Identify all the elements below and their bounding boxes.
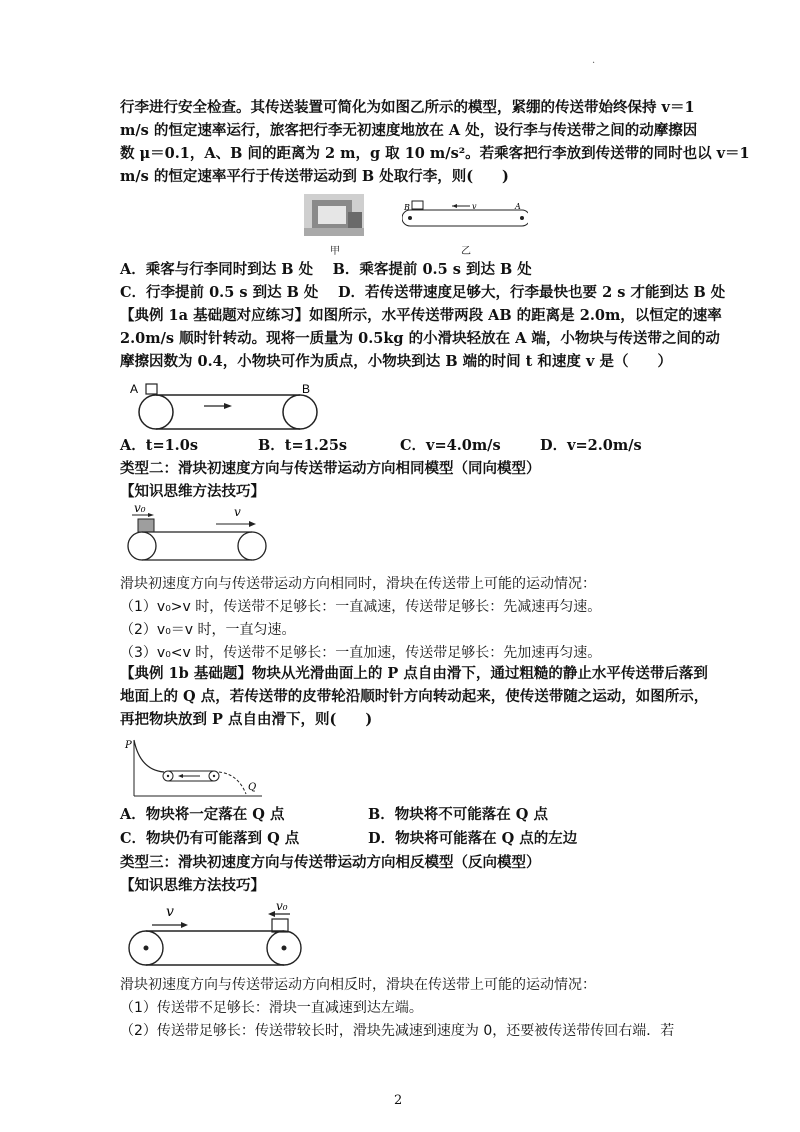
example-1b-option-b: B．物块将不可能落在 Q 点: [368, 806, 548, 823]
conveyor-diagram-opposite-direction: [124, 896, 310, 970]
type-2-intro: 滑块初速度方向与传送带运动方向相同时，滑块在传送带上可能的运动情况：: [120, 576, 596, 592]
q1-line-2: m/s 的恒定速率运行，旅客把行李无初速度地放在 A 处，设行李与传送带之间的动摩擦因: [120, 122, 698, 139]
q1-line-1: 行李进行安全检查。其传送装置可简化为如图乙所示的模型，紧绷的传送带始终保持 v＝1: [120, 99, 695, 116]
example-1a-line-2: 2.0m/s 顺时针转动。现将一质量为 0.5kg 的小滑块轻放在 A 端，小物块与传送带之间的动: [120, 330, 720, 347]
label-b: B: [404, 203, 410, 212]
example-1b-line-1: 【典例 1b 基础题】物块从光滑曲面上的 P 点自由滑下，通过粗糙的静止水平传送带后落到: [120, 665, 708, 682]
label-v0: v₀: [276, 899, 288, 913]
type-3-intro: 滑块初速度方向与传送带运动方向相反时，滑块在传送带上可能的运动情况：: [120, 977, 596, 993]
label-a: A: [130, 382, 139, 396]
example-1b-option-a: A．物块将一定落在 Q 点: [120, 806, 285, 823]
type-2-title: 类型二：滑块初速度方向与传送带运动方向相同模型（同向模型）: [120, 460, 541, 477]
label-v: v: [234, 505, 241, 519]
example-1b-line-3: 再把物块放到 P 点自由滑下，则( ): [120, 711, 373, 728]
type-2-case-1: （1）v₀>v 时，传送带不足够长：一直减速，传送带足够长：先减速再匀速。: [120, 599, 602, 615]
type-2-case-3: （3）v₀<v 时，传送带不足够长：一直加速，传送带足够长：先加速再匀速。: [120, 645, 602, 661]
type-3-case-1: （1）传送带不足够长：滑块一直减速到达左端。: [120, 1000, 423, 1016]
example-1a-option-b: B．t=1.25s: [258, 437, 348, 454]
page-number: 2: [394, 1093, 403, 1108]
example-1a-option-d: D．v=2.0m/s: [540, 437, 642, 454]
label-b: B: [302, 382, 311, 396]
example-1b-option-d: D．物块将可能落在 Q 点的左边: [368, 830, 578, 847]
label-q: Q: [248, 782, 257, 793]
example-1a-option-c: C．v=4.0m/s: [400, 437, 501, 454]
figure-jia-caption: 甲: [330, 246, 340, 257]
type-3-knowledge-heading: 【知识思维方法技巧】: [120, 877, 265, 894]
corner-mark: ·: [592, 58, 596, 69]
q1-line-3: 数 μ＝0.1，A、B 间的距离为 2 m，g 取 10 m/s²。若乘客把行李放到传送带的同时也以 v＝1: [120, 145, 750, 162]
example-1a-option-a: A．t=1.0s: [120, 437, 198, 454]
example-1b-line-2: 地面上的 Q 点，若传送带的皮带轮沿顺时针方向转动起来，使传送带随之运动，如图所示，: [120, 688, 709, 705]
figure-yi-caption: 乙: [461, 246, 471, 257]
q1-options-row-2: C．行李提前 0.5 s 到达 B 处 D．若传送带速度足够大，行李最快也要 2 s 才能到达 B 处: [120, 284, 726, 301]
label-p: P: [125, 740, 132, 751]
xray-machine-image: [304, 194, 364, 236]
label-v: v: [472, 202, 477, 211]
label-v: v: [166, 904, 174, 920]
type-2-case-2: （2）v₀＝v 时，一直匀速。: [120, 622, 296, 638]
example-1b-option-c: C．物块仍有可能落到 Q 点: [120, 830, 300, 847]
q1-options-row-1: A．乘客与行李同时到达 B 处 B．乘客提前 0.5 s 到达 B 处: [120, 261, 532, 278]
type-3-case-2: （2）传送带足够长：传送带较长时，滑块先减速到速度为 0，还要被传送带传回右端．若: [120, 1023, 675, 1039]
conveyor-diagram-1a: [120, 378, 320, 434]
example-1a-line-3: 摩擦因数为 0.4，小物块可作为质点，小物块到达 B 端的时间 t 和速度 v 是（ ）: [120, 353, 672, 370]
label-a: A: [515, 202, 521, 211]
type-2-knowledge-heading: 【知识思维方法技巧】: [120, 483, 265, 500]
example-1a-line-1: 【典例 1a 基础题对应练习】如图所示，水平传送带两段 AB 的距离是 2.0m，以恒定的速率: [120, 307, 722, 324]
type-3-title: 类型三：滑块初速度方向与传送带运动方向相反模型（反向模型）: [120, 854, 541, 871]
conveyor-diagram-yi: [402, 198, 528, 234]
conveyor-diagram-same-direction: [124, 500, 270, 568]
label-v0: v₀: [134, 501, 146, 515]
q1-line-4: m/s 的恒定速率平行于传送带运动到 B 处取行李，则( ): [120, 168, 509, 185]
curved-slope-conveyor-diagram: [120, 734, 270, 800]
